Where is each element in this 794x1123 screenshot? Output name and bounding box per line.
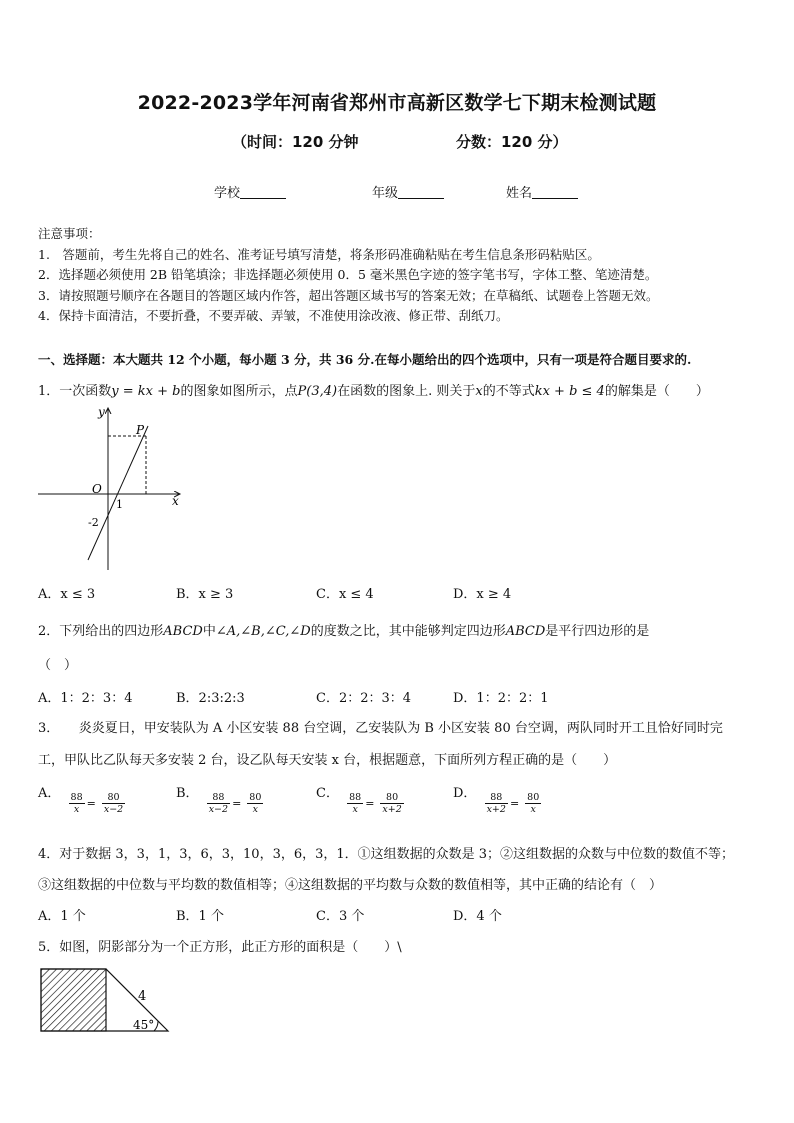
q1-stem: [38, 380, 709, 399]
q5-figure: [38, 966, 173, 1036]
tick-1-label: 1: [116, 498, 123, 511]
frac-den: x+2: [486, 804, 506, 815]
grade-field[interactable]: [372, 182, 444, 201]
frac-num: 80: [249, 792, 262, 803]
q1-option-b[interactable]: B．x ≥ 3: [176, 587, 234, 602]
grade-blank[interactable]: [398, 184, 444, 199]
q3-option-a[interactable]: A． $\frac{88}{x}$ = $\frac{80}{x-2}$: [38, 786, 124, 815]
q1-option-a[interactable]: A．x ≤ 3: [38, 587, 96, 602]
q4-line1: 4．对于数据 3，3，1，3，6，3，10，3，6，3，1．①这组数据的众数是 3；②这组数据的众数与中位数的数值不等；: [38, 847, 735, 862]
q1-inequality: kx + b ≤ 4: [534, 384, 605, 399]
q3-line2: 工，甲队比乙队每天多安装 2 台，设乙队每天安装 x 台，根据题意，下面所列方程正确的是（ ）: [38, 753, 617, 768]
frac-den: x: [352, 804, 358, 815]
q2-option-a[interactable]: A．1：2：3：4: [38, 691, 133, 706]
note-item: 4．保持卡面清洁，不要折叠，不要弄破、弄皱，不准使用涂改液、修正带、刮纸刀。: [38, 308, 509, 323]
frac-den: x−2: [208, 804, 229, 815]
frac-den: x+2: [382, 804, 402, 815]
q2-stem: [38, 620, 649, 639]
shaded-square: [41, 969, 106, 1031]
q4-option-c[interactable]: C．3 个: [316, 909, 365, 924]
frac-den: x−2: [103, 804, 124, 815]
q5-stem: 5．如图，阴影部分为一个正方形，此正方形的面积是（ ）\: [38, 940, 402, 955]
origin-label: O: [92, 482, 102, 496]
q1-text: 的图象如图所示，点: [180, 384, 298, 399]
q3-line1: 3． 炎炎夏日，甲安装队为 A 小区安装 88 台空调，乙安装队为 B 小区安装 80 台空调，两队同时开工且恰好同时完: [38, 721, 723, 736]
tick-neg2-label: -2: [88, 516, 99, 529]
q1-point: P(3,4): [297, 384, 338, 399]
q2-text: 中: [202, 624, 216, 639]
q2-option-d[interactable]: D．1：2：2：1: [453, 691, 549, 706]
q4-option-b[interactable]: B．1 个: [176, 909, 224, 924]
frac-num: 88: [207, 792, 230, 804]
section-heading: 一、选择题：本大题共 12 个小题，每小题 3 分，共 36 分.在每小题给出的四个选项中，只有一项是符合题目要求的.: [38, 352, 692, 367]
note-item: 3．请按照题号顺序在各题目的答题区域内作答，超出答题区域书写的答案无效；在草稿纸、试题卷上答题无效。: [38, 287, 659, 303]
q2-quad: ABCD: [505, 624, 546, 639]
frac-num: 88: [70, 792, 83, 803]
page-title: 2022-2023学年河南省郑州市高新区数学七下期末检测试题: [137, 92, 657, 114]
note-item: 2．选择题必须使用 2B 铅笔填涂；非选择题必须使用 0．5 毫米黑色字迹的签字笔书写，字体工整、笔迹清楚。: [38, 267, 658, 282]
q1-text: 在函数的图象上. 则关于: [337, 384, 476, 399]
grade-label: 年级: [372, 186, 399, 201]
q2-text: 2．下列给出的四边形: [38, 624, 164, 639]
name-blank[interactable]: [532, 184, 578, 199]
option-label: C．: [316, 786, 339, 801]
exam-score: 分数：120 分）: [456, 133, 568, 151]
q3-option-b[interactable]: B． $\frac{88}{x-2}$ = $\frac{80}{x}$: [176, 786, 262, 815]
side-length-label: 4: [138, 989, 147, 1004]
q2-option-c[interactable]: C．2：2：3：4: [316, 691, 412, 706]
q4-option-d[interactable]: D．4 个: [453, 909, 502, 924]
frac-den: x: [73, 804, 80, 815]
q3-option-d[interactable]: D． $\frac{88}{x+2}$ = $\frac{80}{x}$: [453, 786, 540, 815]
option-label: B．: [176, 786, 199, 801]
q1-option-d[interactable]: D．x ≥ 4: [453, 587, 512, 602]
q1-text: 1．一次函数: [38, 384, 112, 399]
angle-arc: [154, 1021, 158, 1031]
school-blank[interactable]: [240, 184, 286, 199]
frac-num: 80: [102, 792, 125, 804]
q2-text: 是平行四边形的是: [545, 624, 650, 639]
name-label: 姓名: [506, 186, 533, 201]
frac-num: 88: [485, 792, 508, 804]
q2-paren: （ ）: [38, 658, 78, 673]
frac-num: 80: [380, 792, 403, 804]
y-label: y: [98, 405, 105, 419]
school-label: 学校: [214, 186, 241, 201]
q2-angles: ∠A,∠B,∠C,∠D: [215, 624, 311, 639]
point-p-label: P: [136, 423, 145, 437]
frac-den: x: [252, 804, 259, 815]
angle-label: 45°: [133, 1018, 155, 1032]
frac-num: 80: [527, 792, 540, 803]
school-field[interactable]: [214, 182, 286, 201]
frac-den: x: [530, 804, 536, 815]
option-label: D．: [453, 786, 477, 801]
q2-text: 的度数之比，其中能够判定四边形: [310, 624, 506, 639]
q1-function: y = kx + b: [111, 384, 181, 399]
note-item: 1. 答题前，考生先将自己的姓名、准考证号填写清楚，将条形码准确粘贴在考生信息条形码粘贴区。: [38, 246, 600, 262]
name-field[interactable]: [506, 182, 578, 201]
q2-quad: ABCD: [163, 624, 203, 639]
q4-option-a[interactable]: A．1 个: [38, 909, 86, 924]
notes-block: [38, 224, 658, 327]
q1-variable: x: [475, 384, 483, 399]
notes-heading: 注意事项：: [38, 226, 101, 241]
q1-option-c[interactable]: C．x ≤ 4: [316, 587, 374, 602]
q4-line2: ③这组数据的中位数与平均数的数值相等；④这组数据的平均数与众数的数值相等，其中正确的结论有（ ）: [38, 878, 663, 893]
q1-graph: [30, 402, 190, 577]
x-label: x: [172, 494, 179, 508]
q2-option-b[interactable]: B．2:3:2:3: [176, 691, 245, 706]
q1-text: 的不等式: [482, 384, 535, 399]
option-label: A．: [38, 786, 61, 801]
q1-text: 的解集是（ ）: [604, 384, 709, 399]
exam-time: （时间：120 分钟: [232, 133, 359, 151]
q3-option-c[interactable]: C． $\frac{88}{x}$ = $\frac{80}{x+2}$: [316, 786, 402, 815]
frac-num: 88: [349, 792, 362, 803]
